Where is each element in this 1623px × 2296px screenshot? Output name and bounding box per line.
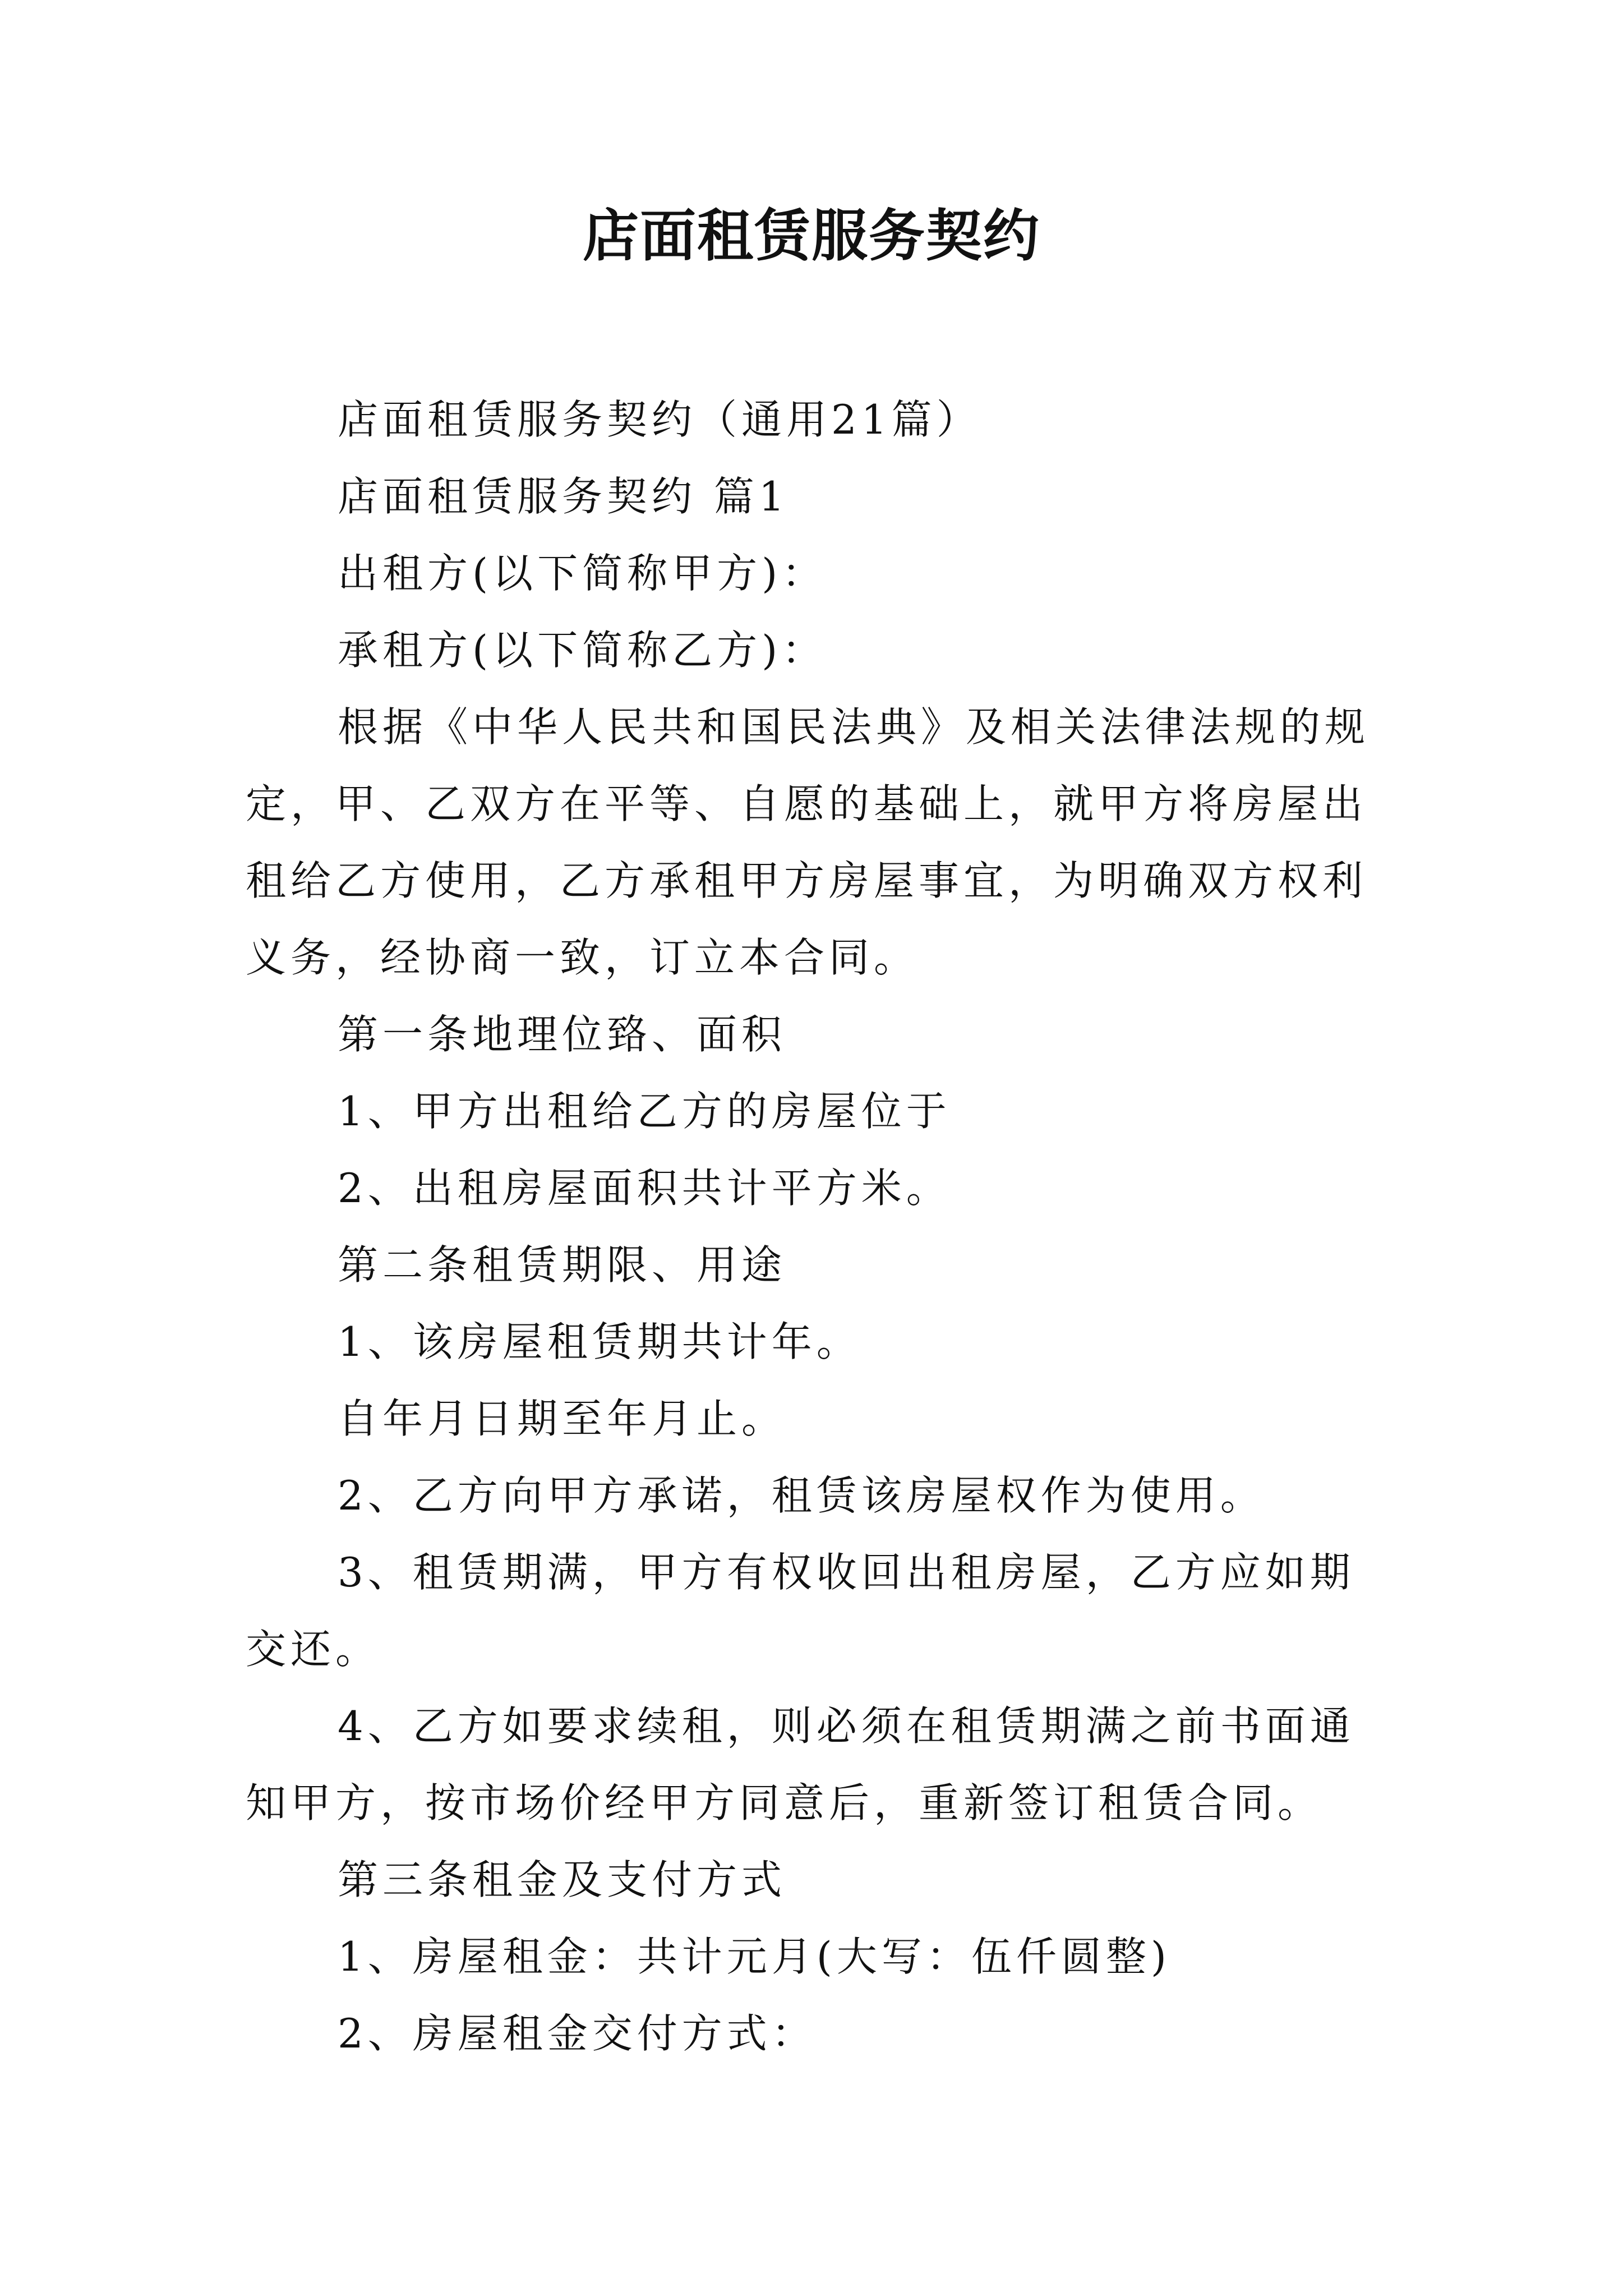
document-body [246, 381, 1384, 2072]
paragraph-article-1-item-1: 1、甲方出租给乙方的房屋位于 [338, 1088, 951, 1135]
paragraph-article-2-item-3: 3、租赁期满，甲方有权收回出租房屋，乙方应如期交还。 [246, 1549, 1355, 1673]
paragraph-article-2-heading: 第二条租赁期限、用途 [338, 1241, 787, 1289]
paragraph-article-3-heading: 第三条租金及支付方式 [338, 1856, 787, 1903]
paragraph-article-3-item-2: 2、房屋租金交付方式： [338, 2010, 817, 2057]
paragraph-article-3-item-1: 1、房屋租金：共计元月(大写：伍仟圆整) [338, 1933, 1171, 1980]
paragraph-lessee: 承租方(以下简称乙方)： [338, 627, 827, 674]
paragraph-article-2-period: 自年月日期至年月止。 [338, 1395, 787, 1442]
paragraph-article-2-item-1: 1、该房屋租赁期共计年。 [338, 1318, 861, 1365]
paragraph-article-2-item-2: 2、乙方向甲方承诺，租赁该房屋权作为使用。 [338, 1472, 1265, 1519]
paragraph-subtitle: 店面租赁服务契约（通用21篇） [338, 396, 981, 443]
paragraph-preamble: 根据《中华人民共和国民法典》及相关法律法规的规定，甲、乙双方在平等、自愿的基础上，就甲方将房屋出租给乙方使用，乙方承租甲方房屋事宜，为明确双方权利义务，经协商一致，订立本合同。 [246, 703, 1370, 981]
document-title: 店面租赁服务契约 [583, 203, 1040, 269]
paragraph-article-2-item-4: 4、乙方如要求续租，则必须在租赁期满之前书面通知甲方，按市场价经甲方同意后，重新签订租赁合同。 [246, 1703, 1355, 1826]
paragraph-section-heading: 店面租赁服务契约 篇1 [338, 473, 789, 520]
paragraph-lessor: 出租方(以下简称甲方)： [338, 550, 827, 597]
paragraph-article-1-heading: 第一条地理位臵、面积 [338, 1011, 787, 1058]
paragraph-article-1-item-2: 2、出租房屋面积共计平方米。 [338, 1165, 951, 1212]
